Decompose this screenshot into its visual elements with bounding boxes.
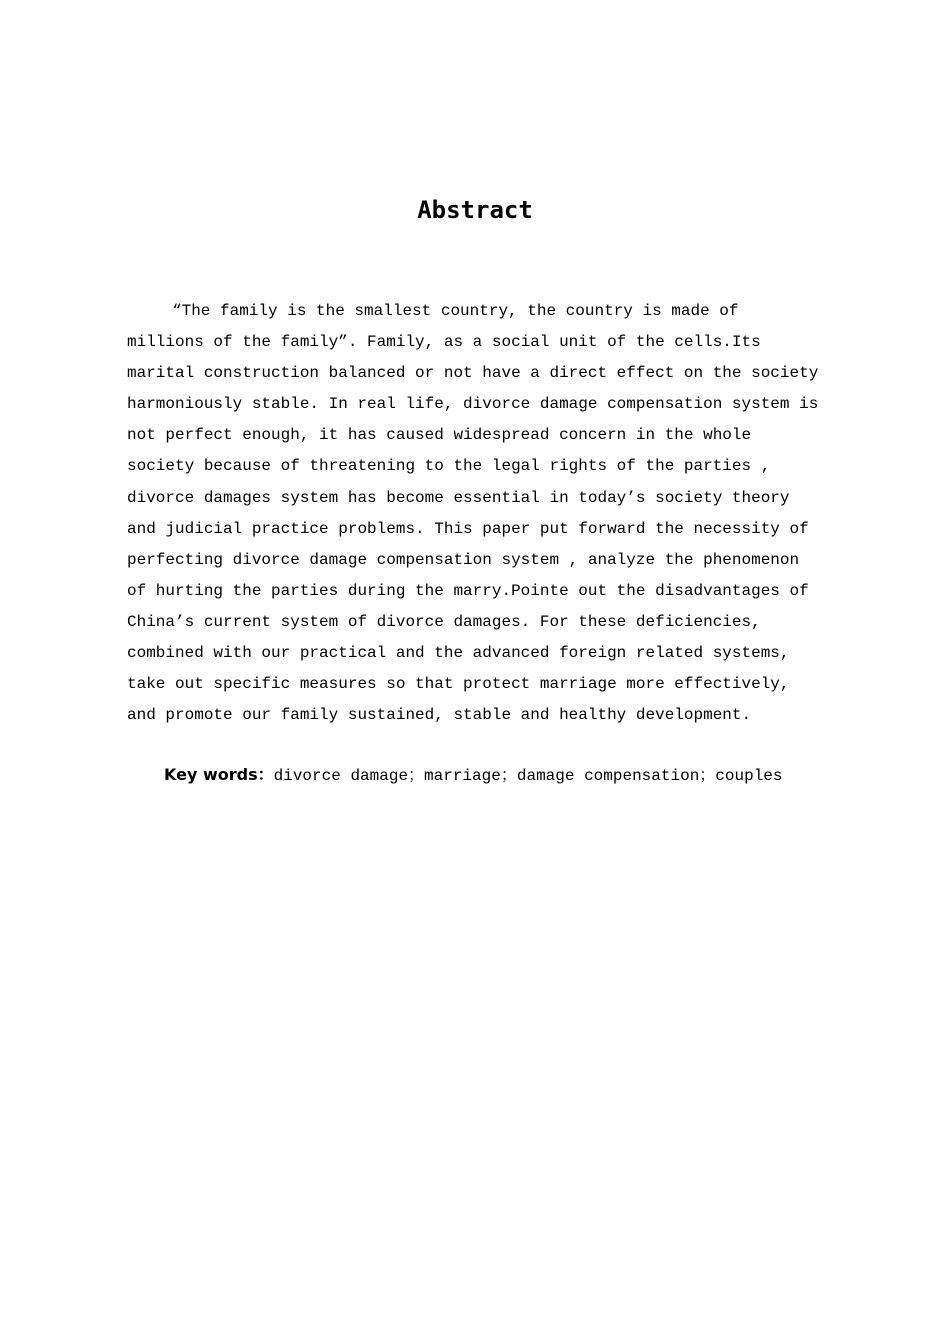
keywords-value: divorce damage；marriage；damage compensation；couples [273,767,783,785]
body-line: harmoniously stable. In real life, divorce damage compensation system is [127,395,819,414]
body-line: and promote our family sustained, stable and healthy development. [127,706,752,725]
body-line: marital construction balanced or not have a direct effect on the society [127,364,819,383]
body-line: take out specific measures so that protect marriage more effectively, [127,675,790,694]
body-line: of hurting the parties during the marry.Pointe out the disadvantages of [127,581,809,600]
body-line: millions of the family”. Family, as a social unit of the cells.Its [127,333,761,352]
body-line: combined with our practical and the advanced foreign related systems, [127,644,790,663]
abstract-body [127,296,827,731]
body-line: “The family is the smallest country, the country is made of [172,302,739,320]
abstract-title: Abstract [417,196,533,224]
body-line: divorce damages system has become essential in today’s society theory [127,488,790,507]
body-line: China’s current system of divorce damages. For these deficiencies, [127,612,761,631]
keywords-label: Key words： [164,765,274,784]
body-line: not perfect enough, it has caused widespread concern in the whole [127,426,752,445]
body-line: and judicial practice problems. This paper put forward the necessity of [127,519,809,538]
keywords-line [164,759,783,792]
body-line: society because of threatening to the legal rights of the parties , [127,457,771,476]
body-line: perfecting divorce damage compensation system , analyze the phenomenon [127,550,800,569]
